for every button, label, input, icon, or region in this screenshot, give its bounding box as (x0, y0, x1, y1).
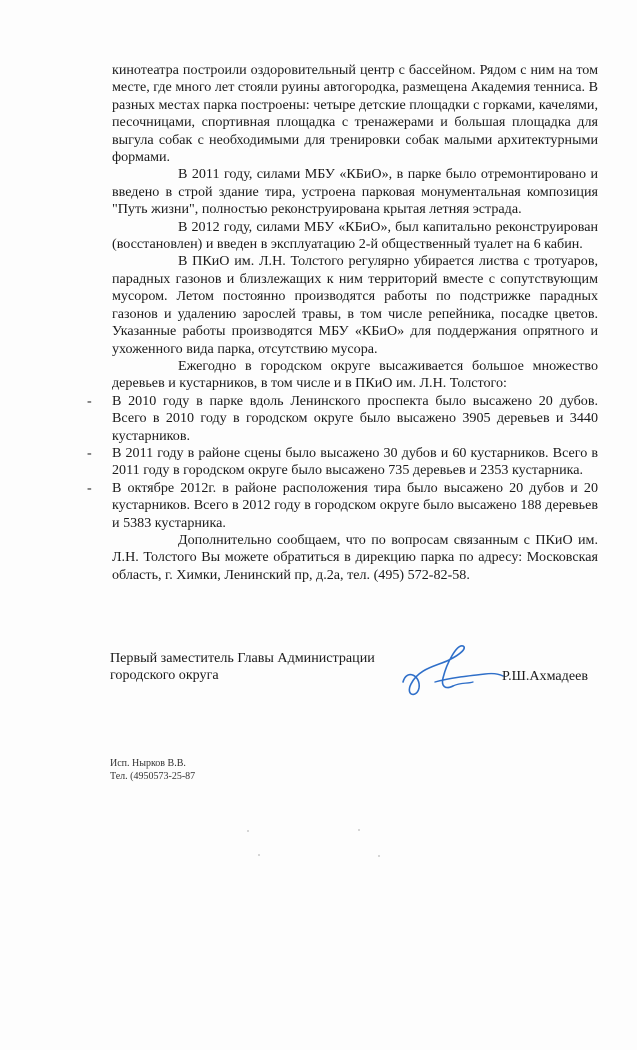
paragraph-cleaning: В ПКиО им. Л.Н. Толстого регулярно убирается листва с тротуаров, парадных газонов и близлежащих к ним территорий вместе с сопутствующим мусором. Летом постоянно производятся работы по подстрижке парадных газонов и удалению зарослей травы, в том числе репейника, посадке цветов. Указанные работы производятся МБУ «КБиО» для поддержания опрятного и ухоженного вида парка, отсутствию мусора. (112, 253, 598, 357)
list-item-text: В 2011 году в районе сцены было высажено 30 дубов и 60 кустарников. Всего в 2011 году в городском округе было высажено 735 деревьев и 2353 кустарника. (112, 444, 598, 479)
signature-block (110, 650, 610, 710)
letter-body (87, 62, 598, 584)
signatory-title-line2: городского округа (110, 667, 219, 684)
list-item (87, 479, 598, 532)
list-item-text: В 2010 году в парке вдоль Ленинского проспекта было высажено 20 дубов. Всего в 2010 году в городском округе было высажено 3905 деревьев и 3440 кустарников. (112, 392, 598, 444)
scan-speck (358, 829, 360, 831)
paragraph-2012-works: В 2012 году, силами МБУ «КБиО», был капитально реконструирован (восстановлен) и введен в эксплуатацию 2-й общественный туалет на 6 кабин. (112, 218, 598, 253)
paragraph-planting-intro: Ежегодно в городском округе высаживается большое множество деревьев и кустарников, в том числе и в ПКиО им. Л.Н. Толстого: (112, 357, 598, 392)
list-item (87, 392, 598, 445)
signatory-title-line1: Первый заместитель Главы Администрации (110, 650, 375, 666)
scan-speck (247, 830, 249, 832)
signatory-name: Р.Ш.Ахмадеев (502, 668, 588, 684)
scan-speck (378, 855, 380, 857)
scan-speck (258, 854, 260, 856)
executor-phone: Тел. (4950573-25-87 (110, 771, 196, 782)
paragraph-contact-info: Дополнительно сообщаем, что по вопросам связанным с ПКиО им. Л.Н. Толстого Вы можете обратиться в дирекцию парка по адресу: Московская область, г. Химки, Ленинский пр, д.2а, тел. (495) 572-82-58. (112, 531, 598, 583)
list-item (87, 444, 598, 480)
paragraph-health-center: кинотеатра построили оздоровительный центр с бассейном. Рядом с ним на том месте, где много лет стояли руины автогородка, размещена Академия тенниса. В разных местах парка построены: четыре детские площадки с горками, качелями, песочницами, спортивная площадка с тренажерами и большая площадка для выгула собак с необходимыми для тренировки собак малыми архитектурными формами. (112, 62, 598, 166)
signatory-title (110, 650, 410, 685)
planting-list (87, 392, 598, 532)
executor-info (110, 757, 195, 783)
list-marker: - (87, 479, 92, 496)
list-marker: - (87, 392, 92, 409)
paragraph-2011-works: В 2011 году, силами МБУ «КБиО», в парке было отремонтировано и введено в строй здание тира, устроена парковая монументальная композиция "Путь жизни", полностью реконструирована крытая летняя эстрада. (112, 166, 598, 218)
list-item-text: В октябре 2012г. в районе расположения тира было высажено 20 дубов и 20 кустарников. Всего в 2012 году в городском округе было высажено 188 деревьев и 5383 кустарника. (112, 479, 598, 531)
list-marker: - (87, 444, 92, 461)
handwritten-signature (397, 638, 507, 706)
executor-name: Исп. Нырков В.В. (110, 758, 186, 769)
